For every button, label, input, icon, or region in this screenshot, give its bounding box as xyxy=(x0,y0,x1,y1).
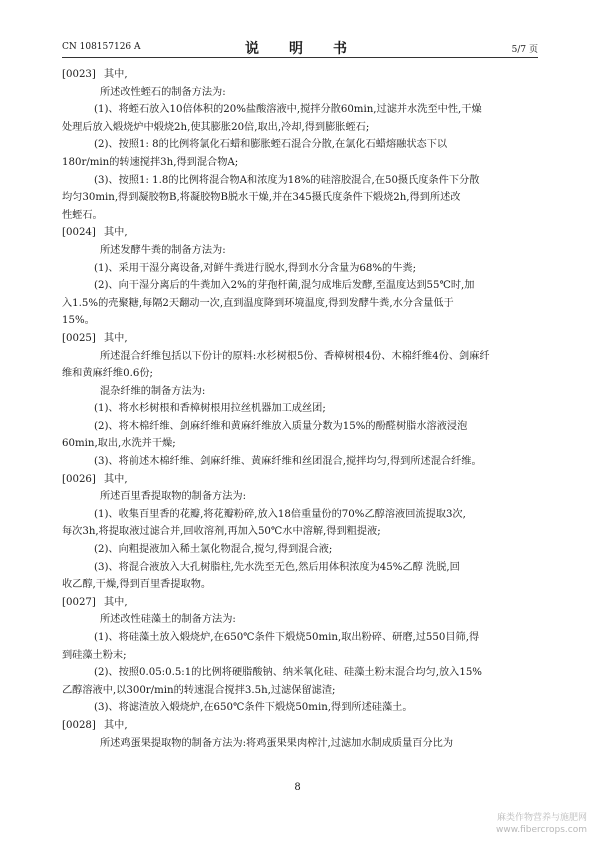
line-text: (2)、向干湿分离后的牛粪加入2%的芽孢杆菌,混匀成堆后发酵,至温度达到55℃时,加 xyxy=(94,280,475,292)
text-line xyxy=(62,664,538,682)
document-body xyxy=(62,66,538,752)
text-line xyxy=(62,559,538,577)
document-title: 说 明 书 xyxy=(245,41,355,57)
line-text: 乙醇溶液中,以300r/min的转速混合搅拌3.5h,过滤保留滤渣; xyxy=(62,684,336,696)
text-line xyxy=(62,172,538,190)
text-line xyxy=(62,242,538,260)
text-line xyxy=(62,189,538,207)
text-line xyxy=(62,154,538,172)
line-text: (1)、将硅藻土放入煅烧炉,在650℃条件下煅烧50min,取出粉碎、研磨,过550目筛,得 xyxy=(94,632,480,643)
paragraph-number: [0023] xyxy=(62,69,96,80)
text-line xyxy=(62,611,538,629)
text-line xyxy=(62,523,538,541)
text-line xyxy=(62,629,538,647)
line-text: (3)、按照1: 1.8的比例将混合物A和浓度为18%的硅溶胶混合,在50摄氏度条件下分散 xyxy=(94,174,480,186)
text-line xyxy=(62,576,538,594)
line-text: 其中, xyxy=(104,596,128,608)
line-text: 所述改性蛭石的制备方法为: xyxy=(100,86,226,98)
line-text: 其中, xyxy=(104,332,128,344)
text-line xyxy=(62,400,538,418)
line-text: 其中, xyxy=(104,473,128,485)
line-text: 180r/min的转速搅拌3h,得到混合物A; xyxy=(62,156,239,168)
text-line xyxy=(62,488,538,506)
text-line xyxy=(62,348,538,366)
line-text: 入1.5%的壳聚糖,每隔2天翻动一次,直到温度降到环境温度,得到发酵牛粪,水分含量低于 xyxy=(62,297,454,309)
paragraph-number: [0028] xyxy=(62,719,96,731)
text-line xyxy=(62,207,538,225)
text-line xyxy=(62,119,538,137)
line-text: 所述改性硅藻土的制备方法为: xyxy=(100,614,236,626)
paragraph-tag-line xyxy=(62,471,538,489)
line-text: 到硅藻土粉末; xyxy=(62,649,127,661)
line-text: (2)、按照1: 8的比例将氯化石蜡和膨胀蛭石混合分散,在氯化石蜡熔融状态下以 xyxy=(94,139,448,151)
line-text: 收乙醇,干燥,得到百里香提取物。 xyxy=(62,579,212,591)
paragraph-tag-line xyxy=(62,330,538,348)
text-line xyxy=(62,84,538,102)
text-line xyxy=(62,136,538,154)
text-line xyxy=(62,453,538,471)
text-line xyxy=(62,312,538,330)
paragraph-tag-line xyxy=(62,224,538,242)
line-text: 均匀30min,得到凝胶物B,将凝胶物B脱水干燥,并在345摄氏度条件下煅烧2h,得到所述改 xyxy=(62,192,461,204)
watermark-site-name: 麻类作物营养与施肥网 xyxy=(496,813,587,823)
paragraph-number: [0027] xyxy=(62,596,96,608)
text-line xyxy=(62,260,538,278)
line-text: 所述发酵牛粪的制备方法为: xyxy=(100,244,226,256)
text-line xyxy=(62,295,538,313)
line-text: (1)、将水杉树根和香樟树根用拉丝机器加工成丝团; xyxy=(94,403,326,415)
watermark-url: www.fibercrops.com xyxy=(496,825,587,835)
paragraph-number: [0026] xyxy=(62,473,96,485)
line-text: (3)、将前述木棉纤维、剑麻纤维、黄麻纤维和丝团混合,搅拌均匀,得到所述混合纤维。 xyxy=(94,456,482,468)
text-line xyxy=(62,418,538,436)
watermark xyxy=(496,812,587,836)
line-text: (3)、将滤渣放入煅烧炉,在650℃条件下煅烧50min,得到所述硅藻土。 xyxy=(94,702,413,714)
page-number: 8 xyxy=(294,782,301,793)
text-line xyxy=(62,101,538,119)
text-line xyxy=(62,277,538,295)
text-line xyxy=(62,735,538,753)
text-line xyxy=(62,541,538,559)
text-line xyxy=(62,506,538,524)
line-text: (2)、按照0.05:0.5:1的比例将硬脂酸钠、纳米氧化硅、硅藻土粉末混合均匀,放入15% xyxy=(94,667,482,679)
paragraph-tag-line xyxy=(62,66,538,84)
line-text: 维和黄麻纤维0.6份; xyxy=(62,368,153,380)
line-text: (1)、收集百里香的花瓣,将花瓣粉碎,放入18倍重量份的70%乙醇溶液回流提取3次, xyxy=(94,508,466,520)
line-text: 所述混合纤维包括以下份计的原料:水杉树根5份、香樟树根4份、木棉纤维4份、剑麻纤 xyxy=(100,350,490,362)
line-text: 所述鸡蛋果提取物的制备方法为:将鸡蛋果果肉榨汁,过滤加水制成质量百分比为 xyxy=(100,737,454,749)
text-line xyxy=(62,383,538,401)
header-divider xyxy=(62,57,538,58)
line-text: (1)、将蛭石放入10倍体积的20%盐酸溶液中,搅拌分散60min,过滤并水洗至中性,干燥 xyxy=(94,104,482,116)
line-text: 所述百里香提取物的制备方法为: xyxy=(100,491,247,503)
line-text: 混杂纤维的制备方法为: xyxy=(100,385,206,397)
paragraph-number: [0025] xyxy=(62,332,96,344)
line-text: 处理后放入煅烧炉中煅烧2h,使其膨胀20倍,取出,冷却,得到膨胀蛭石; xyxy=(62,121,370,133)
line-text: (1)、采用干湿分离设备,对鲜牛粪进行脱水,得到水分含量为68%的牛粪; xyxy=(94,262,417,274)
page-indicator: 5/7 页 xyxy=(511,45,538,55)
line-text: 性蛭石。 xyxy=(62,209,103,221)
text-line xyxy=(62,435,538,453)
text-line xyxy=(62,699,538,717)
paragraph-tag-line xyxy=(62,717,538,735)
paragraph-tag-line xyxy=(62,594,538,612)
paragraph-number: [0024] xyxy=(62,227,96,239)
line-text: (2)、将木棉纤维、剑麻纤维和黄麻纤维放入质量分数为15%的酚醛树脂水溶液浸泡 xyxy=(94,420,468,432)
line-text: 其中, xyxy=(104,227,128,239)
line-text: 每次3h,将提取液过滤合并,回收溶剂,再加入50℃水中溶解,得到粗提液; xyxy=(62,526,381,538)
patent-number: CN 108157126 A xyxy=(62,42,141,52)
line-text: 其中, xyxy=(104,69,128,80)
line-text: (3)、将混合液放入大孔树脂柱,先水洗至无色,然后用体积浓度为45%乙醇 洗脱,回 xyxy=(94,561,460,573)
line-text: 其中, xyxy=(104,719,128,731)
text-line xyxy=(62,682,538,700)
line-text: 15%。 xyxy=(62,315,95,327)
text-line xyxy=(62,647,538,665)
text-line xyxy=(62,365,538,383)
line-text: 60min,取出,水洗并干燥; xyxy=(62,438,176,450)
line-text: (2)、向粗提液加入稀土氯化物混合,搅匀,得到混合液; xyxy=(94,544,333,556)
